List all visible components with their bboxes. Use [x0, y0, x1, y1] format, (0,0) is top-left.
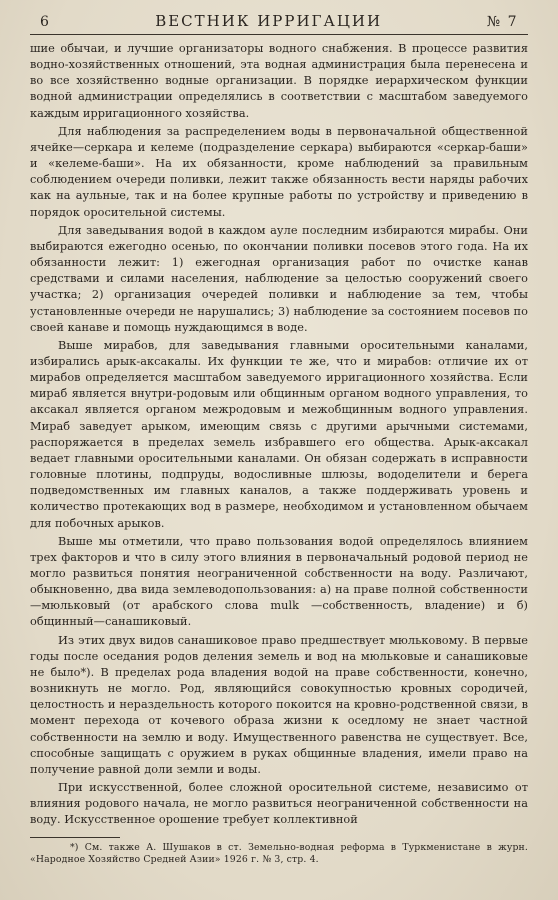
running-head [30, 12, 528, 32]
issue-number: № 7 [486, 14, 518, 30]
paragraph: шие обычаи, и лучшие организаторы водного снабжения. В процессе развития водно-хозяйственных отношений, эта водная администрация была перенесена и во все хозяйственно водные организации. В порядке иерархическом функции водной администрации определялись в соответствии с масштабом заведуемого каждым ирригационного хозяйства. [30, 42, 528, 120]
journal-title: ВЕСТНИК ИРРИГАЦИИ [155, 12, 383, 30]
article-body [30, 41, 528, 829]
paragraph: Для наблюдения за распределением воды в первоначальной общественной ячейке—серкара и келеме (подразделение серкара) выбираются «серкар-баши» и «келеме-баши». На их обязанности, кроме наблюдений за правильным соблюдением очереди поливки, лежит также обязанность вести наряды рабочих как на аульные, так и на более крупные работы по устройству и приведению в порядок оросительной системы. [30, 124, 528, 219]
page-number: 6 [40, 14, 51, 30]
paragraph: При искусственной, более сложной оросительной системе, независимо от влияния родового начала, не могло развиться неограниченной собственности на воду. Искусственное орошение требует коллективной [30, 781, 528, 827]
paragraph: Из этих двух видов санашиковое право предшествует мюльковому. В первые годы после оседания родов деления земель и вод на мюльковые и санашиковые не было*). В пределах рода владения водой на праве собственности, конечно, возникнуть не могло. Род, являющийся совокупностью кровных сородичей, целостность и нераздельность которого покоится на кровно-родственной связи, в момент перехода от кочевого образа жизни к оседлому не знает частной собственности на землю и воду. Имущественного равенства не существует. Все, способные защищать с оружием в руках общинные владения, имели право на получение равной доли земли и воды. [30, 633, 528, 776]
paragraph: Для заведывания водой в каждом ауле последним избираются мирабы. Они выбираются ежегодно осенью, по окончании поливки посевов этого года. На их обязанности лежит: 1) ежегодная организация работ по очистке канав средствами и силами населения, наблюдение за целостью сооружений своего участка; 2) организация очередей поливки и наблюдение за тем, чтобы установленные очереди не нарушались; 3) наблюдение за состоянием посевов по своей канаве и помощь нуждающимся в воде. [30, 223, 528, 334]
header-rule [30, 34, 528, 35]
footnote-rule [30, 837, 120, 838]
paragraph: Выше мы отметили, что право пользования водой определялось влиянием трех факторов и что в силу этого влияния в первоначальный родовой период не могло развиться понятия неограниченной собственности на воду. Различают, обыкновенно, два вида землеводопользования: а) на праве полной собственности—мюльковый (от арабского слова mulk —собственность, владение) и б) общинный—санашиковый. [30, 534, 528, 629]
paragraph: Выше мирабов, для заведывания главными оросительными каналами, избирались арык-аксакалы. Их функции те же, что и мирабов: отличие их от мирабов определяется масштабом заведуемого ирригационного хозяйства. Если мираб является внутри-родовым или общинным органом водного управления, то аксакал является органом межродовым и межобщинным водного управления. Мираб заведует арыком, имеющим связь с другими арычными системами, распоряжается в пределах земель избравшего его общества. Арык-аксакал ведает главными оросительными каналами. Он обязан содержать в исправности головные плотины, подпруды, водосливные шлюзы, вододелители и берега подведомственных им главных каналов, а также поддерживать уровень и количество протекающих вод в размере, необходимом и установленном обычаем для побочных арыков. [30, 338, 528, 530]
footnote: *) См. также А. Шушаков в ст. Земельно-водная реформа в Туркменистане в журн. «Народное Хозяйство Средней Азии» 1926 г. № 3, стр. 4. [30, 841, 528, 865]
